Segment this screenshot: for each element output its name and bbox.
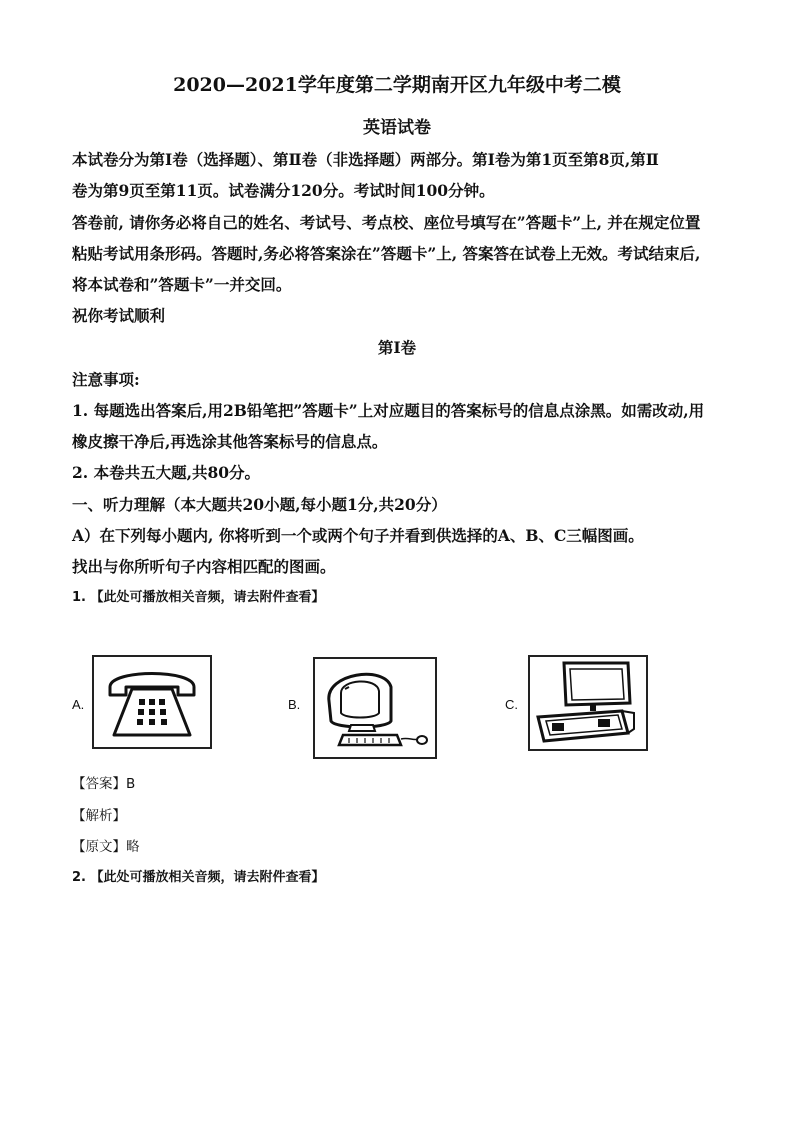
part-a-line-2: 找出与你所听句子内容相匹配的图画。 (72, 557, 336, 576)
part-title: 一、听力理解（本大题共20小题,每小题1分,共20分） (72, 495, 447, 514)
notes-title: 注意事项: (72, 370, 140, 389)
note-1-line-1: 1. 每题选出答案后,用2B铅笔把”答题卡”上对应题目的答案标号的信息点涂黑。如需改动,用 (72, 401, 705, 420)
intro-line-6: 祝你考试顺利 (72, 306, 166, 325)
original-text-label: 【原文】略 (72, 839, 140, 855)
intro-line-4: 粘贴考试用条形码。答题时,务必将答案涂在”答题卡”上, 答案答在试卷上无效。考试结束后, (72, 244, 701, 263)
computer-icon (313, 657, 437, 759)
tv-set-icon (528, 655, 648, 751)
telephone-icon (92, 655, 212, 749)
page-title: 2020—2021学年度第二学期南开区九年级中考二模 (173, 74, 621, 96)
question-1-text: 1. 【此处可播放相关音频，请去附件查看】 (72, 590, 325, 605)
part-a-line-1: A）在下列每小题内, 你将听到一个或两个句子并看到供选择的A、B、C三幅图画。 (72, 526, 644, 545)
volume-heading: 第Ⅰ卷 (377, 338, 417, 357)
page-subtitle: 英语试卷 (363, 118, 431, 138)
intro-line-5: 将本试卷和”答题卡”一并交回。 (72, 275, 292, 294)
option-b-label: B. (288, 697, 301, 712)
question-2-text: 2. 【此处可播放相关音频，请去附件查看】 (72, 870, 325, 885)
intro-line-1: 本试卷分为第Ⅰ卷（选择题）、第Ⅱ卷（非选择题）两部分。第Ⅰ卷为第1页至第8页,第Ⅱ (72, 150, 659, 169)
note-2: 2. 本卷共五大题,共80分。 (72, 463, 261, 482)
option-a-label: A. (72, 697, 85, 712)
answer-label: 【答案】B (72, 776, 136, 792)
intro-line-2: 卷为第9页至第11页。试卷满分120分。考试时间100分钟。 (72, 181, 495, 200)
analysis-label: 【解析】 (72, 808, 126, 824)
intro-line-3: 答卷前, 请你务必将自己的姓名、考试号、考点校、座位号填写在”答题卡”上, 并在规定位置 (72, 213, 701, 232)
note-1-line-2: 橡皮擦干净后,再选涂其他答案标号的信息点。 (72, 432, 388, 451)
option-c-label: C. (505, 697, 518, 712)
